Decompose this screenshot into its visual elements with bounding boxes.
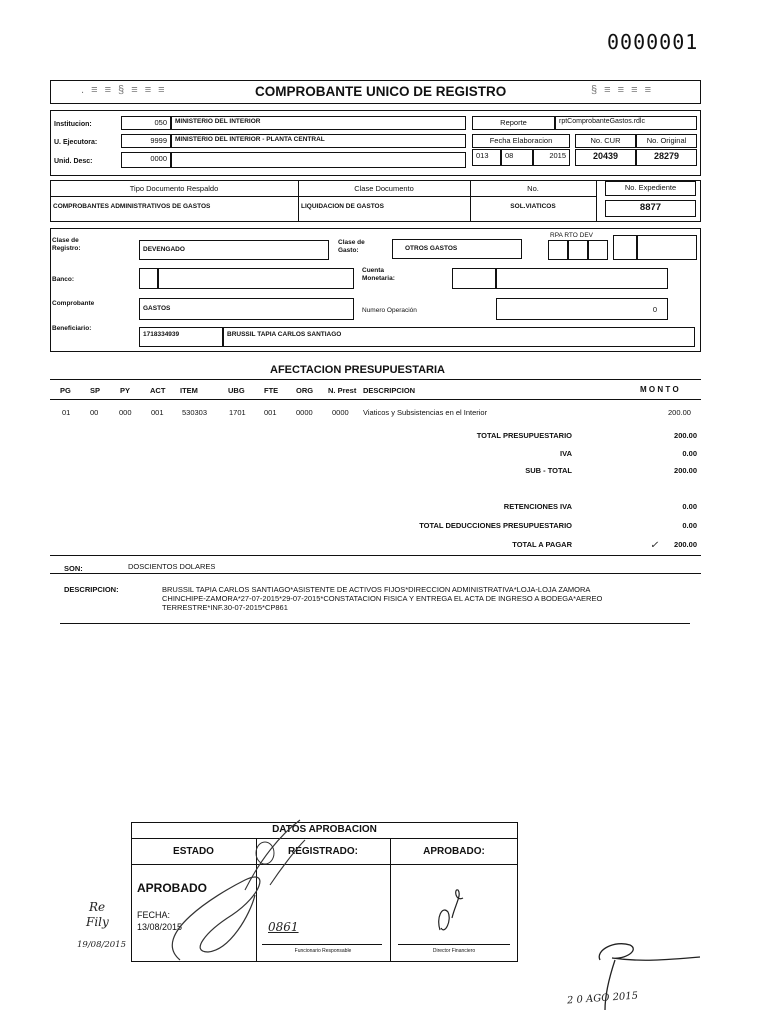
left-handwritten-note-1: Re <box>89 900 106 914</box>
left-handwritten-date: 19/08/2015 <box>77 940 126 950</box>
descripcion-line-1: BRUSSIL TAPIA CARLOS SANTIAGO*ASISTENTE DE ACTIVOS FIJOS*DIRECCION ADMINISTRATIVA*LOJA-LOJA ZAMORA <box>162 585 591 594</box>
funcionario-label: Funcionario Responsable <box>294 948 352 954</box>
operacion-value: 0 <box>496 298 668 320</box>
operacion-label: Numero Operación <box>362 307 417 314</box>
col-act: ACT <box>150 386 166 395</box>
stamp-date: 2 0 AGO 2015 <box>566 990 639 1007</box>
tipo-doc-value: COMPROBANTES ADMINISTRATIVOS DE GASTOS <box>53 203 211 210</box>
institucion-code: 050 <box>121 116 171 130</box>
afectacion-title: AFECTACION PRESUPUESTARIA <box>270 364 445 376</box>
col-fte: FTE <box>264 386 279 395</box>
total-check-mark: ✓ <box>650 540 659 551</box>
row-item: 530303 <box>182 408 208 417</box>
unid-code: 0000 <box>121 152 171 168</box>
aprobacion-title: DATOS APROBACION <box>272 824 377 835</box>
col-pg: PG <box>60 386 71 395</box>
row-org: 0000 <box>296 408 313 417</box>
estado-value: APROBADO <box>137 881 208 895</box>
registrado-handwritten-number: 0861 <box>268 920 299 934</box>
comprobante-label: Comprobante <box>52 300 95 307</box>
title-noise-left: . ≡ ≡ § ≡ ≡ ≡ <box>81 84 167 96</box>
row-act: 001 <box>151 408 164 417</box>
subtotal-value: 200.00 <box>674 466 697 475</box>
col-item: ITEM <box>180 386 198 395</box>
cur-label: No. CUR <box>575 134 636 148</box>
clase-gasto-label: Clase de Gasto: <box>338 239 365 254</box>
estado-label: ESTADO <box>173 846 214 857</box>
row-py: 000 <box>119 408 132 417</box>
title-noise-right: § ≡ ≡ ≡ ≡ <box>591 84 654 96</box>
fecha-dia: 013 <box>472 149 501 166</box>
comprobante-value: GASTOS <box>139 298 354 320</box>
row-fte: 001 <box>264 408 277 417</box>
registrado-label: REGISTRADO: <box>288 846 358 857</box>
document-title: COMPROBANTE UNICO DE REGISTRO <box>255 84 507 99</box>
row-sp: 00 <box>90 408 99 417</box>
clase-registro-value: DEVENGADO <box>139 240 329 260</box>
col-monto: M O N T O <box>640 385 679 394</box>
row-pg: 01 <box>62 408 71 417</box>
total-pagar-value: 200.00 <box>674 540 697 549</box>
deducciones-label: TOTAL DEDUCCIONES PRESUPUESTARIO <box>419 521 572 530</box>
ejecutora-name: MINISTERIO DEL INTERIOR - PLANTA CENTRAL <box>171 134 466 148</box>
iva-value: 0.00 <box>682 449 697 458</box>
institucion-label: Institucion: <box>54 121 92 128</box>
expediente-label: No. Expediente <box>605 181 696 196</box>
document-number: 0000001 <box>607 30 699 54</box>
descripcion-line-2: CHINCHIPE-ZAMORA*27-07-2015*29-07-2015*CONSTATACION FISICA Y ENTREGA EL ACTA DE INGRESO A BODEGA*AEREO <box>162 594 603 603</box>
retenciones-label: RETENCIONES IVA <box>503 502 572 511</box>
col-sp: SP <box>90 386 101 395</box>
col-ubg: UBG <box>228 386 245 395</box>
estado-signature <box>172 877 260 960</box>
row-descripcion: Viaticos y Subsistencias en el Interior <box>363 408 488 417</box>
clase-gasto-value: OTROS GASTOS <box>392 239 522 259</box>
director-signature <box>439 890 463 930</box>
col-nprest: N. Prest <box>328 386 357 395</box>
reporte-value: rptComprobanteGastos.rdlc <box>555 116 697 130</box>
left-handwritten-note-2: Fily <box>86 915 109 929</box>
iva-label: IVA <box>560 449 572 458</box>
row-monto: 200.00 <box>668 408 691 417</box>
col-descripcion: DESCRIPCION <box>363 386 416 395</box>
director-label: Director Financiero <box>432 948 476 954</box>
ejecutora-label: U. Ejecutora: <box>54 139 98 146</box>
expediente-value: 8877 <box>605 200 696 217</box>
fecha-label: Fecha Elaboracion <box>472 134 570 148</box>
total-presupuestario-value: 200.00 <box>674 431 697 440</box>
beneficiario-label: Beneficiario: <box>52 325 92 332</box>
col-org: ORG <box>296 386 314 395</box>
row-nprest: 0000 <box>332 408 349 417</box>
no-value: SOL.VIATICOS <box>510 203 556 210</box>
beneficiario-name: BRUSSIL TAPIA CARLOS SANTIAGO <box>223 327 695 347</box>
stamp-signature <box>599 944 700 1010</box>
aprobado-label: APROBADO: <box>423 846 485 857</box>
retenciones-value: 0.00 <box>682 502 697 511</box>
total-presupuestario-label: TOTAL PRESUPUESTARIO <box>476 431 572 440</box>
ejecutora-code: 9999 <box>121 134 171 148</box>
rpa-label: RPA RTO DEV <box>550 232 593 239</box>
registrado-signature <box>245 820 305 890</box>
beneficiario-id: 1718334939 <box>139 327 223 347</box>
fecha-anio: 2015 <box>533 149 570 166</box>
total-pagar-label: TOTAL A PAGAR <box>512 540 572 549</box>
registrado-circle <box>256 842 274 864</box>
clase-doc-label: Clase Documento <box>354 184 414 193</box>
row-ubg: 1701 <box>229 408 246 417</box>
cuenta-label: Cuenta Monetaria: <box>362 267 395 282</box>
unid-label: Unid. Desc: <box>54 158 93 165</box>
deducciones-value: 0.00 <box>682 521 697 530</box>
fecha-aprob-value: 13/08/2015 <box>137 922 183 932</box>
descripcion-label: DESCRIPCION: <box>64 585 119 594</box>
no-label: No. <box>527 184 539 193</box>
clase-doc-value: LIQUIDACION DE GASTOS <box>301 203 384 210</box>
col-py: PY <box>120 386 131 395</box>
tipo-doc-label: Tipo Documento Respaldo <box>129 184 219 193</box>
institucion-name: MINISTERIO DEL INTERIOR <box>171 116 466 130</box>
fecha-aprob-label: FECHA: <box>137 910 171 920</box>
cur-value: 20439 <box>575 149 636 166</box>
banco-label: Banco: <box>52 276 75 283</box>
clase-registro-label: Clase de Registro: <box>52 237 81 252</box>
descripcion-line-3: TERRESTRE*INF.30-07-2015*CP861 <box>162 603 288 612</box>
original-value: 28279 <box>636 149 697 166</box>
son-value: DOSCIENTOS DOLARES <box>128 562 216 571</box>
original-label: No. Original <box>636 134 697 148</box>
son-label: SON: <box>64 564 83 573</box>
reporte-label: Reporte <box>472 116 555 130</box>
subtotal-label: SUB - TOTAL <box>525 466 572 475</box>
fecha-mes: 08 <box>501 149 533 166</box>
